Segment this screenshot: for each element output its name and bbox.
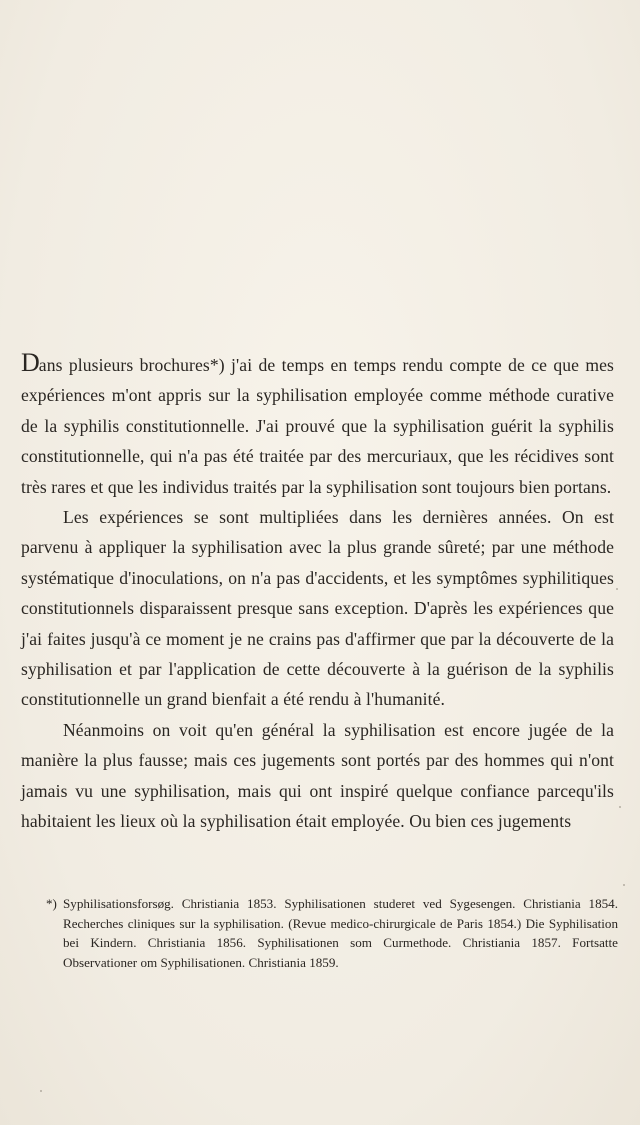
paper-speck xyxy=(616,588,618,590)
main-text xyxy=(21,350,614,837)
paper-speck xyxy=(40,1090,42,1092)
paragraph-3: Néanmoins on voit qu'en général la syphilisation est encore jugée de la manière la plus fausse; mais ces jugements sont portés par des hommes qui n'ont jamais vu une syphilisation, mais qui ont inspiré quelque confiance parcequ'ils habitaient les lieux où la syphilisation était employée. Ou bien ces jugements xyxy=(21,719,614,832)
paper-speck xyxy=(623,884,625,886)
paper-speck xyxy=(619,806,621,808)
footnote-text: Syphilisationsforsøg. Christiania 1853. Syphilisationen studeret ved Sygesengen. Christiania 1854. Recherches cliniques sur la syphilisation. (Revue medico-chirurgicale de Paris 1854.) Die Syphilisation bei Kindern. Christiania 1856. Syphilisationen som Curmethode. Christiania 1857. Fortsatte Observationer om Syphilisationen. Christiania 1859. xyxy=(63,896,618,970)
footnote-marker: *) xyxy=(46,896,57,911)
footnote xyxy=(46,894,618,972)
paragraph-2: Les expériences se sont multipliées dans les dernières années. On est parvenu à appliquer la syphilisation avec la plus grande sûreté; par une méthode systématique d'inoculations, on n'a pas d'accidents, et les symptômes syphilitiques constitutionnels disparaissent presque sans exception. D'après les expériences que j'ai faites jusqu'à ce moment je ne crains pas d'affirmer que par la découverte de la syphilisation et par l'application de cette découverte à la guérison de la syphilis constitutionnelle un grand bienfait a été rendu à l'humanité. xyxy=(21,507,614,710)
paragraph-1 xyxy=(21,350,614,502)
paragraph-1-text: ans plusieurs brochures*) j'ai de temps en temps rendu compte de ce que mes expériences m'ont appris sur la syphilisation employée comme méthode curative de la syphilis constitutionnelle. J'ai prouvé que la syphilisation guérit la syphilis constitutionnelle, qui n'a pas été traitée par des mercuriaux, que les récidives sont très rares et que les individus traités par la syphilisation sont toujours bien portans. xyxy=(21,355,614,497)
drop-cap: D xyxy=(21,348,39,377)
